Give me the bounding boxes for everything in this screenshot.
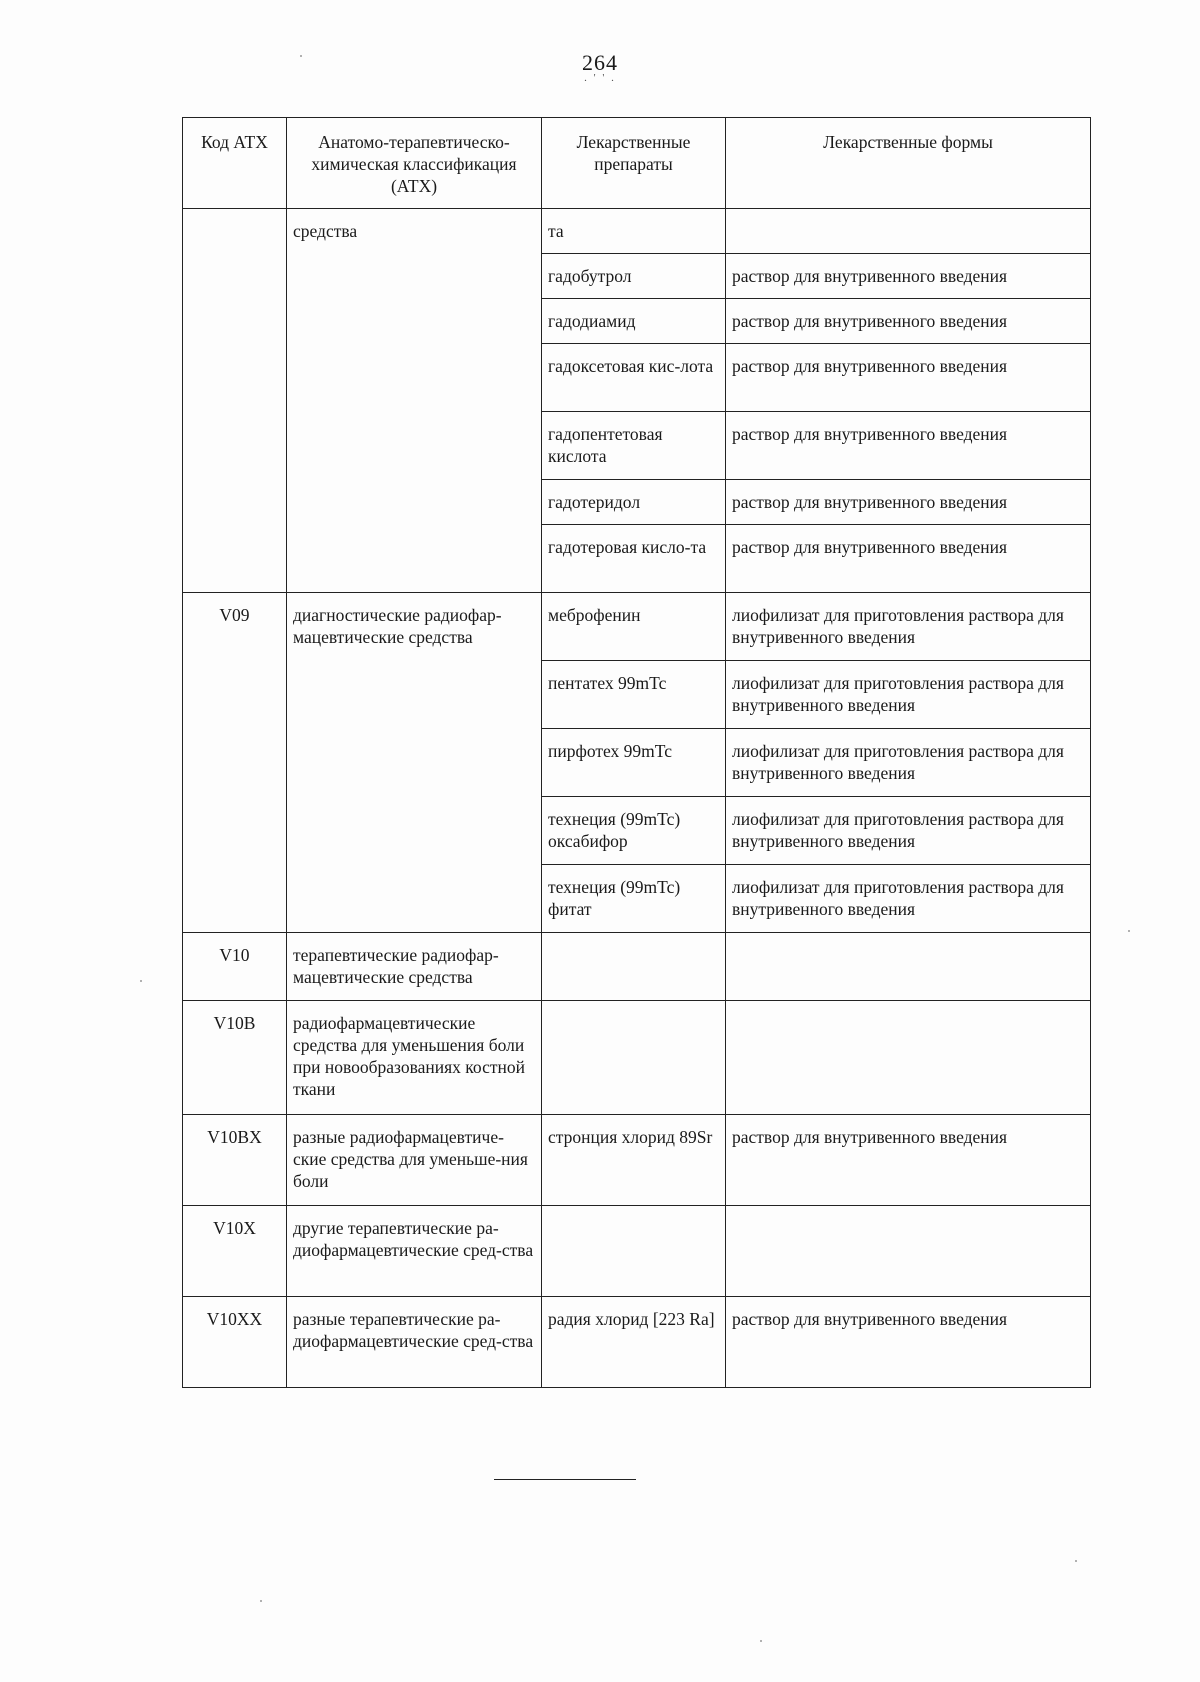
drug-cell: гадотеридол (542, 480, 726, 525)
form-cell: лиофилизат для приготовления раствора для внутривенного введения (726, 593, 1091, 661)
classification-cell: терапевтические радиофар-мацевтические средства (287, 933, 542, 1001)
drug-cell: технеция (99mTc) фитат (542, 865, 726, 933)
code-cell: V09 (183, 593, 287, 933)
table-row (183, 933, 1091, 1001)
form-cell (726, 933, 1091, 1001)
form-cell: раствор для внутривенного введения (726, 412, 1091, 480)
classification-cell: средства (287, 209, 542, 593)
header-code: Код АТХ (183, 118, 287, 209)
code-cell: V10X (183, 1206, 287, 1297)
classification-cell: разные радиофармацевтиче-ские средства для уменьше-ния боли (287, 1115, 542, 1206)
drug-cell: гадодиамид (542, 299, 726, 344)
scan-speck (1128, 930, 1130, 932)
form-cell (726, 1001, 1091, 1115)
drug-cell: меброфенин (542, 593, 726, 661)
table-row (183, 1115, 1091, 1206)
header-classification: Анатомо-терапевтическо-химическая классификация (АТХ) (287, 118, 542, 209)
page-number (0, 50, 1200, 84)
drug-cell: пирфотех 99mTc (542, 729, 726, 797)
code-cell (183, 209, 287, 593)
classification-cell: разные терапевтические ра-диофармацевтические сред-ства (287, 1297, 542, 1388)
code-cell: V10 (183, 933, 287, 1001)
scan-dots: . ' ' . (584, 72, 616, 84)
drug-cell: гадопентетовая кислота (542, 412, 726, 480)
code-cell: V10B (183, 1001, 287, 1115)
drug-cell: пентатех 99mTc (542, 661, 726, 729)
table-row (183, 1297, 1091, 1388)
drug-cell (542, 1206, 726, 1297)
drug-cell: гадотеровая кисло-та (542, 525, 726, 593)
form-cell: лиофилизат для приготовления раствора для внутривенного введения (726, 797, 1091, 865)
drug-cell: гадобутрол (542, 254, 726, 299)
table-row (183, 1001, 1091, 1115)
classification-cell: диагностические радиофар-мацевтические средства (287, 593, 542, 933)
form-cell: раствор для внутривенного введения (726, 344, 1091, 412)
classification-cell: другие терапевтические ра-диофармацевтические сред-ства (287, 1206, 542, 1297)
form-cell: лиофилизат для приготовления раствора для внутривенного введения (726, 865, 1091, 933)
form-cell: лиофилизат для приготовления раствора для внутривенного введения (726, 661, 1091, 729)
page-number-text: 264 (582, 50, 618, 75)
code-cell: V10XX (183, 1297, 287, 1388)
header-drugs: Лекарственные препараты (542, 118, 726, 209)
drug-cell: стронция хлорид 89Sr (542, 1115, 726, 1206)
form-cell: раствор для внутривенного введения (726, 525, 1091, 593)
drug-cell: та (542, 209, 726, 254)
table-row (183, 593, 1091, 661)
form-cell: лиофилизат для приготовления раствора для внутривенного введения (726, 729, 1091, 797)
scan-speck (1075, 1560, 1077, 1562)
form-cell: раствор для внутривенного введения (726, 480, 1091, 525)
scan-speck (300, 55, 302, 57)
header-forms: Лекарственные формы (726, 118, 1091, 209)
table-row (183, 1206, 1091, 1297)
table-row (183, 209, 1091, 254)
form-cell: раствор для внутривенного введения (726, 254, 1091, 299)
scan-speck (760, 1640, 762, 1642)
form-cell: раствор для внутривенного введения (726, 1297, 1091, 1388)
classification-cell: радиофармацевтические средства для уменьшения боли при новообразованиях костной ткани (287, 1001, 542, 1115)
drug-cell: технеция (99mTc) оксабифор (542, 797, 726, 865)
scan-speck (140, 980, 142, 982)
form-cell: раствор для внутривенного введения (726, 299, 1091, 344)
drug-cell (542, 933, 726, 1001)
drug-cell (542, 1001, 726, 1115)
scan-speck (260, 1600, 262, 1602)
drug-cell: гадоксетовая кис-лота (542, 344, 726, 412)
form-cell (726, 209, 1091, 254)
form-cell (726, 1206, 1091, 1297)
footer-rule (494, 1479, 636, 1480)
drug-cell: радия хлорид [223 Ra] (542, 1297, 726, 1388)
header-row (183, 118, 1091, 209)
form-cell: раствор для внутривенного введения (726, 1115, 1091, 1206)
atx-table (182, 117, 1091, 1388)
code-cell: V10BX (183, 1115, 287, 1206)
